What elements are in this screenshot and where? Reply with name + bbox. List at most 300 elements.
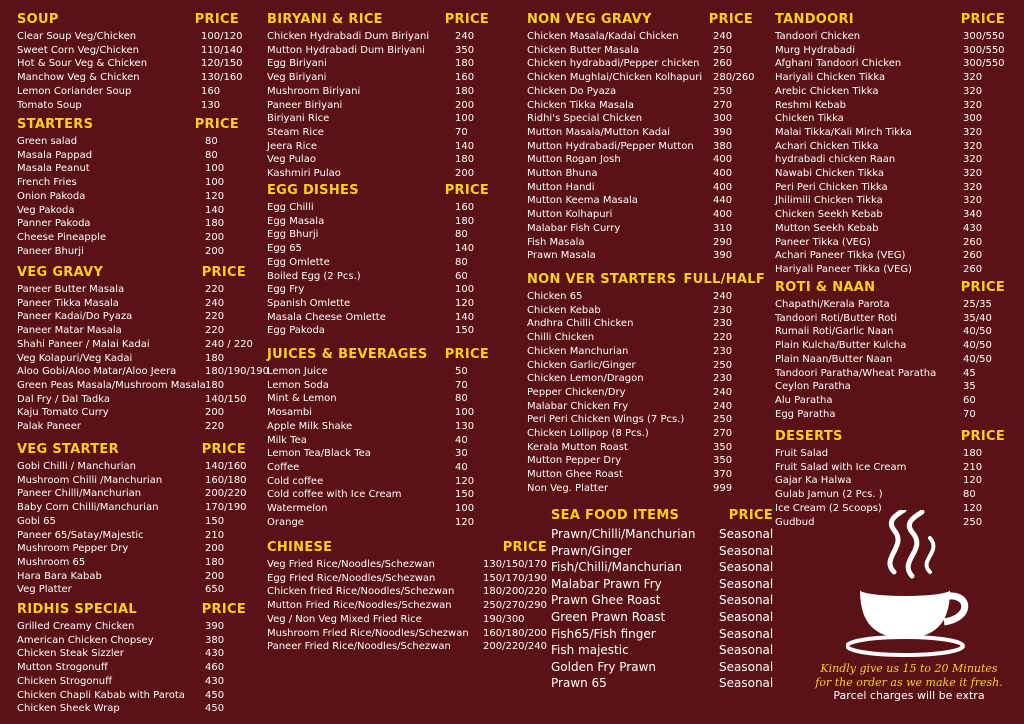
item-name: Achari Chicken Tikka: [775, 140, 879, 152]
menu-item: [17, 217, 239, 231]
item-price: 250: [713, 85, 733, 97]
menu-item: [527, 400, 765, 414]
section-header: [17, 440, 246, 460]
item-name: Veg Fried Rice/Noodles/Schezwan: [267, 559, 435, 570]
menu-item: [267, 242, 489, 256]
item-price: 200: [455, 168, 475, 180]
menu-item: [775, 394, 1005, 408]
menu-item: [17, 393, 246, 407]
menu-item: [267, 167, 489, 181]
menu-item: [527, 317, 765, 331]
item-name: Jeera Rice: [267, 140, 318, 152]
section-title: TANDOORI: [775, 12, 854, 27]
item-name: Chicken Do Pyaza: [527, 85, 617, 97]
item-name: Spanish Omlette: [267, 297, 351, 309]
item-name: Masala Cheese Omlette: [267, 311, 386, 323]
item-name: Egg Fry: [267, 284, 305, 296]
menu-item: [267, 57, 489, 71]
item-name: Chicken Strogonuff: [17, 675, 113, 687]
menu-item: [551, 576, 773, 593]
menu-item: [267, 201, 489, 215]
menu-item: [775, 126, 1005, 140]
item-name: Mutton Masala/Mutton Kadai: [527, 126, 671, 138]
item-price: 60: [963, 394, 976, 406]
item-name: Prawn 65: [551, 676, 607, 691]
menu-item: [775, 298, 1005, 312]
price-heading: PRICE: [960, 429, 1005, 444]
price-heading: PRICE: [201, 602, 246, 617]
item-price: 130/150/170: [483, 559, 547, 570]
menu-item: [775, 461, 1005, 475]
item-price: 100: [455, 284, 475, 296]
section-title: EGG DISHES: [267, 183, 359, 198]
menu-item: [17, 352, 246, 366]
item-price: 260: [963, 263, 983, 275]
menu-item: [267, 30, 489, 44]
menu-item: [551, 642, 773, 659]
menu-item: [527, 454, 765, 468]
section-ridhis-special: [17, 600, 246, 716]
item-price: 40: [455, 434, 468, 446]
item-name: Chicken Hydrabadi Dum Biriyani: [267, 31, 430, 42]
item-name: Boiled Egg (2 Pcs.): [267, 270, 361, 282]
item-price: 80: [205, 149, 218, 161]
item-price: 230: [713, 345, 733, 357]
item-price: 400: [713, 209, 733, 221]
item-name: Mutton Bhuna: [527, 168, 598, 180]
item-name: Masala Pappad: [17, 149, 93, 161]
menu-item: [17, 675, 246, 689]
item-name: Chicken Chapli Kabab with Parota: [17, 689, 185, 701]
item-price: 200: [205, 245, 225, 257]
menu-item: [267, 406, 489, 420]
section-title: BIRYANI & RICE: [267, 12, 383, 27]
section-egg: [267, 181, 489, 338]
section-header: [267, 345, 489, 365]
item-price: 270: [713, 428, 733, 440]
item-price: 35: [963, 381, 976, 393]
item-name: Prawn/Ginger: [551, 543, 632, 558]
item-name: Mutton Kolhapuri: [527, 209, 613, 221]
section-veg-gravy: [17, 263, 269, 434]
menu-item: [267, 392, 489, 406]
item-name: Masala Peanut: [17, 163, 90, 175]
menu-item: [17, 245, 239, 259]
menu-item: [17, 365, 269, 379]
item-price: 200: [455, 99, 475, 111]
item-name: hydrabadi chicken Raan: [775, 154, 896, 166]
item-price: 70: [963, 408, 976, 420]
menu-item: [527, 140, 753, 154]
menu-item: [17, 460, 246, 474]
item-name: Lemon Tea/Black Tea: [267, 448, 371, 460]
menu-item: [775, 99, 1005, 113]
item-name: French Fries: [17, 177, 77, 189]
coffee-cup-icon: [846, 510, 976, 660]
item-price: 130/160: [201, 72, 243, 84]
menu-item: [17, 379, 246, 393]
menu-item: [267, 283, 489, 297]
menu-item: [527, 372, 765, 386]
item-price: 100: [455, 503, 475, 515]
item-name: Chicken Manchurian: [527, 345, 629, 357]
item-price: 200: [205, 570, 225, 582]
menu-item: [17, 176, 239, 190]
item-price: 150: [455, 489, 475, 501]
section-header: [17, 600, 246, 620]
item-price: 160: [201, 85, 221, 97]
item-price: 100: [455, 113, 475, 125]
item-name: Malai Tikka/Kali Mirch Tikka: [775, 126, 912, 138]
menu-item: [527, 413, 765, 427]
item-name: Paneer Tikka (VEG): [775, 236, 871, 248]
menu-item: [527, 181, 753, 195]
section-title: SEA FOOD ITEMS: [551, 508, 680, 523]
item-price: 650: [205, 584, 225, 596]
item-price: 140: [455, 140, 475, 152]
item-name: Chicken Tikka Masala: [527, 99, 634, 111]
menu-item: [17, 647, 246, 661]
menu-item: [527, 386, 765, 400]
item-name: Shahi Paneer / Malai Kadai: [17, 338, 150, 350]
menu-item: [775, 380, 1005, 394]
menu-item: [267, 324, 489, 338]
menu-item: [775, 140, 1005, 154]
item-price: 120: [963, 502, 983, 514]
item-name: Paneer Butter Masala: [17, 284, 125, 295]
item-price: 140: [455, 311, 475, 323]
item-name: Malabar Prawn Fry: [551, 576, 662, 591]
menu-item: [551, 592, 773, 609]
item-price: 350: [713, 455, 733, 467]
section-soup: [17, 10, 243, 112]
menu-item: [527, 57, 753, 71]
item-name: Mutton Ghee Roast: [527, 469, 623, 481]
item-price: 180: [455, 85, 475, 97]
section-roti: [775, 278, 1005, 421]
item-name: Grilled Creamy Chicken: [17, 621, 135, 632]
item-price: 25/35: [963, 299, 992, 310]
item-price: 120: [455, 475, 475, 487]
item-name: Baby Corn Chilli/Manchurian: [17, 502, 159, 514]
item-name: Hariyali Chicken Tikka: [775, 72, 886, 84]
menu-item: [775, 488, 1005, 502]
item-price: 250: [713, 359, 733, 371]
menu-item: [17, 620, 246, 634]
menu-item: [267, 112, 489, 126]
menu-item: [775, 153, 1005, 167]
item-name: Watermelon: [267, 503, 328, 515]
item-name: Mushroom Pepper Dry: [17, 543, 129, 555]
section-header: [775, 10, 1005, 30]
item-price: 200/220/240: [483, 641, 547, 653]
menu-item: [527, 194, 753, 208]
section-chinese: [267, 538, 547, 654]
item-price: 240: [713, 400, 733, 412]
menu-item: [267, 447, 489, 461]
item-name: Mint & Lemon: [267, 393, 337, 405]
item-price: 290: [713, 236, 733, 248]
menu-item: [267, 228, 489, 242]
item-name: Prawn Ghee Roast: [551, 593, 661, 608]
item-name: Peri Peri Chicken Tikka: [775, 181, 888, 193]
item-name: Mosambi: [267, 407, 312, 419]
menu-item: [17, 515, 246, 529]
item-price: 250: [963, 516, 983, 528]
item-name: Mutton Hydrabadi Dum Biriyani: [267, 44, 425, 56]
menu-item: [17, 231, 239, 245]
item-name: Mutton Strogonuff: [17, 662, 108, 674]
item-price: Seasonal: [719, 659, 774, 674]
section-starters: [17, 115, 239, 258]
item-name: Alu Paratha: [775, 394, 833, 406]
menu-item: [775, 312, 1005, 326]
menu-item: [17, 570, 246, 584]
section-nonveg-starters: [527, 270, 765, 496]
menu-item: [267, 270, 489, 284]
item-price: 180: [205, 556, 225, 568]
item-name: Green Peas Masala/Mushroom Masala: [17, 379, 206, 391]
item-price: 40: [455, 461, 468, 473]
item-name: Milk Tea: [267, 434, 307, 446]
item-name: Cold coffee with Ice Cream: [267, 489, 402, 501]
item-name: Chicken 65: [527, 291, 583, 302]
menu-item: [775, 181, 1005, 195]
item-price: 350: [713, 441, 733, 453]
item-price: 400: [713, 154, 733, 166]
menu-item: [267, 311, 489, 325]
note-line-3: Parcel charges will be extra: [833, 689, 985, 702]
item-name: Andhra Chilli Chicken: [527, 318, 634, 330]
item-price: 300/550: [963, 44, 1005, 56]
item-name: Ice Cream (2 Scoops): [775, 502, 882, 514]
item-name: Biriyani Rice: [267, 113, 330, 125]
section-header: [267, 10, 489, 30]
menu-item: [267, 572, 547, 586]
item-price: 300/550: [963, 31, 1005, 42]
item-price: 310: [713, 222, 733, 234]
menu-item: [775, 236, 1005, 250]
section-title: STARTERS: [17, 117, 94, 132]
menu-item: [551, 659, 773, 676]
item-price: 250/270/290: [483, 600, 547, 612]
item-name: Paneer Fried Rice/Noodles/Schezwan: [267, 641, 451, 653]
menu-item: [17, 204, 239, 218]
item-name: Cheese Pineapple: [17, 231, 106, 243]
item-price: Seasonal: [719, 609, 774, 624]
item-name: Cold coffee: [267, 475, 324, 487]
item-name: Chicken hydrabadi/Pepper chicken: [527, 58, 700, 70]
item-price: 160/180/200: [483, 627, 547, 639]
section-header: [527, 270, 765, 290]
item-price: 160: [455, 72, 475, 84]
item-name: Clear Soup Veg/Chicken: [17, 31, 137, 42]
item-name: Hara Bara Kabab: [17, 570, 102, 582]
item-name: Egg Biriyani: [267, 58, 327, 70]
item-name: Egg Fried Rice/Noodles/Schezwan: [267, 572, 436, 584]
section-header: [775, 278, 1005, 298]
item-name: Chicken Kebab: [527, 304, 601, 316]
price-heading: PRICE: [502, 540, 547, 555]
item-name: Chicken Lemon/Dragon: [527, 373, 644, 385]
item-price: 230: [713, 373, 733, 385]
menu-item: [775, 447, 1005, 461]
menu-item: [267, 71, 489, 85]
item-name: Chicken Tikka: [775, 113, 844, 125]
item-name: Mushroom Chilli /Manchurian: [17, 474, 163, 486]
item-name: Mushroom 65: [17, 556, 86, 568]
item-price: 140: [205, 204, 225, 216]
order-note: [802, 662, 1016, 703]
menu-item: [527, 85, 753, 99]
item-price: 350: [455, 44, 475, 56]
menu-item: [527, 112, 753, 126]
item-price: 240: [455, 31, 475, 42]
section-header: [17, 263, 246, 283]
item-name: Sweet Corn Veg/Chicken: [17, 44, 139, 56]
section-header: [17, 10, 239, 30]
item-name: Orange: [267, 516, 304, 528]
menu-item: [267, 599, 547, 613]
menu-item: [527, 44, 753, 58]
item-name: Achari Paneer Tikka (VEG): [775, 250, 906, 262]
item-price: 400: [713, 168, 733, 180]
item-price: 80: [963, 489, 976, 501]
item-name: Non Veg. Platter: [527, 482, 609, 494]
item-price: 130: [201, 99, 221, 111]
menu-item: [17, 556, 246, 570]
item-price: 110/140: [201, 44, 243, 56]
item-price: 80: [455, 393, 468, 405]
item-name: Hariyali Paneer Tikka (VEG): [775, 263, 912, 275]
note-line-2: for the order as we make it fresh.: [815, 675, 1003, 689]
item-name: Chicken Steak Sizzler: [17, 648, 124, 660]
menu-item: [551, 526, 773, 543]
menu-item: [267, 365, 489, 379]
item-price: 160/180: [205, 474, 247, 486]
section-nonveg-gravy: [527, 10, 753, 263]
item-price: 35/40: [963, 312, 992, 324]
item-price: 120: [455, 297, 475, 309]
item-name: Mutton Rogan Josh: [527, 154, 621, 166]
section-title: NON VEG GRAVY: [527, 12, 652, 27]
item-price: 380: [205, 634, 225, 646]
menu-item: [17, 529, 246, 543]
section-juices: [267, 345, 489, 529]
item-name: American Chicken Chopsey: [17, 634, 154, 646]
menu-item: [775, 249, 1005, 263]
menu-item: [775, 222, 1005, 236]
item-name: Ridhi's Special Chicken: [527, 113, 643, 125]
item-name: Mutton Hydrabadi/Pepper Mutton: [527, 140, 694, 152]
price-heading: FULL/HALF: [683, 272, 765, 287]
price-heading: PRICE: [444, 183, 489, 198]
menu-item: [775, 408, 1005, 422]
menu-item: [775, 44, 1005, 58]
menu-item: [267, 613, 547, 627]
item-price: 120: [455, 516, 475, 528]
item-name: Coffee: [267, 461, 300, 473]
item-name: Paneer Kadai/Do Pyaza: [17, 311, 133, 323]
menu-item: [551, 675, 773, 692]
section-title: VEG GRAVY: [17, 265, 104, 280]
item-name: Rumali Roti/Garlic Naan: [775, 326, 894, 338]
item-name: Chicken fried Rice/Noodles/Schezwan: [267, 586, 455, 598]
item-name: Lemon Coriander Soup: [17, 85, 132, 97]
item-name: Egg Pakoda: [267, 325, 325, 337]
item-name: Chicken Butter Masala: [527, 44, 640, 56]
item-price: 80: [205, 136, 218, 147]
item-name: Murg Hydrabadi: [775, 44, 856, 56]
item-name: Gobi 65: [17, 515, 56, 527]
item-name: Jhilimili Chicken Tikka: [775, 195, 883, 207]
item-price: 260: [963, 250, 983, 262]
item-name: Mutton Keema Masala: [527, 195, 638, 207]
menu-item: [775, 112, 1005, 126]
menu-item: [775, 208, 1005, 222]
item-name: Ceylon Paratha: [775, 381, 851, 393]
item-price: 140/150: [205, 393, 247, 405]
item-name: Egg Omlette: [267, 256, 330, 268]
item-price: 220: [713, 332, 733, 344]
item-price: 130: [455, 420, 475, 432]
item-price: 230: [713, 318, 733, 330]
item-price: 200: [205, 543, 225, 555]
item-name: Arebic Chicken Tikka: [775, 85, 879, 97]
item-name: Peri Peri Chicken Wings (7 Pcs.): [527, 414, 685, 426]
section-seafood: [551, 506, 773, 692]
section-title: SOUP: [17, 12, 59, 27]
item-price: Seasonal: [719, 527, 774, 541]
item-price: Seasonal: [719, 543, 774, 558]
item-name: Tandoori Paratha/Wheat Paratha: [775, 367, 937, 379]
item-name: Chilli Chicken: [527, 332, 595, 344]
item-name: Egg Bhurji: [267, 229, 319, 241]
item-name: Fish65/Fish finger: [551, 626, 656, 641]
item-price: 160: [455, 202, 475, 213]
item-name: Paneer Tikka Masala: [17, 297, 119, 309]
item-name: Chicken Sheek Wrap: [17, 703, 120, 715]
section-title: JUICES & BEVERAGES: [267, 347, 428, 362]
item-name: Lemon Juice: [267, 366, 328, 377]
item-name: Mutton Pepper Dry: [527, 455, 622, 467]
menu-item: [527, 222, 753, 236]
item-price: 80: [455, 256, 468, 268]
menu-item: [17, 30, 243, 44]
item-price: 230: [713, 304, 733, 316]
item-name: Gudbud: [775, 516, 815, 528]
item-price: 370: [713, 469, 733, 481]
menu-item: [775, 57, 1005, 71]
item-price: 200: [205, 407, 225, 419]
menu-item: [17, 689, 246, 703]
item-price: 180: [205, 218, 225, 230]
item-name: Green salad: [17, 136, 78, 147]
menu-item: [527, 249, 753, 263]
menu-item: [527, 482, 765, 496]
menu-item: [267, 640, 547, 654]
item-price: 999: [713, 482, 733, 494]
item-price: 240: [205, 297, 225, 309]
item-price: 250: [713, 44, 733, 56]
item-price: 380: [713, 140, 733, 152]
menu-item: [775, 474, 1005, 488]
section-veg-starter: [17, 440, 246, 597]
item-price: 200/220: [205, 488, 247, 500]
price-heading: PRICE: [201, 442, 246, 457]
item-name: Hot & Sour Veg & Chicken: [17, 58, 148, 70]
item-name: Mutton Seekh Kebab: [775, 222, 879, 234]
